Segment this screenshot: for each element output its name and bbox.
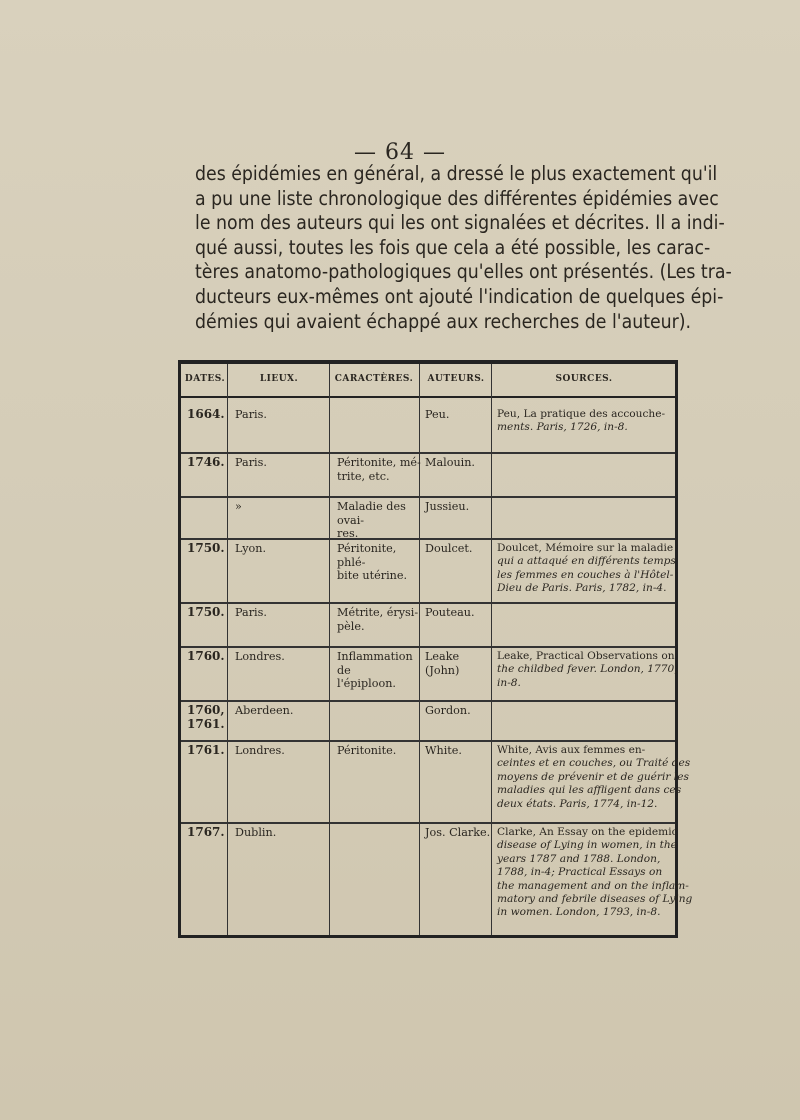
cell-caracteres bbox=[337, 500, 421, 541]
row-rule bbox=[181, 496, 675, 498]
cell-source-line: years 1787 and 1788. London, bbox=[497, 852, 661, 865]
cell-source-line: the childbed fever. London, 1770, bbox=[497, 663, 678, 676]
header-lieux: LIEUX. bbox=[259, 374, 299, 384]
column-divider bbox=[227, 364, 228, 935]
column-divider bbox=[329, 364, 330, 935]
cell-date bbox=[187, 826, 227, 840]
cell-date bbox=[187, 542, 227, 556]
row-rule bbox=[181, 822, 675, 824]
cell-lieu bbox=[235, 650, 325, 664]
cell-source-line: in-8. bbox=[497, 676, 521, 689]
cell-caracteres-line: bite utérine. bbox=[337, 569, 408, 583]
cell-date-line: 1761. bbox=[187, 716, 225, 731]
cell-source-line: 1788, in-4; Practical Essays on bbox=[497, 866, 663, 879]
cell-source-line: ments. Paris, 1726, in-8. bbox=[497, 421, 628, 434]
cell-caracteres-line: Péritonite, phlé- bbox=[337, 542, 397, 569]
cell-date-line: 1761. bbox=[187, 743, 225, 757]
cell-source-line: Peu, La pratique des accouche- bbox=[497, 408, 666, 420]
intro-line: a pu une liste chronologique des différentes épidémies avec bbox=[195, 186, 719, 210]
cell-source bbox=[497, 542, 675, 596]
cell-date-line: 1767. bbox=[187, 825, 225, 839]
cell-auteur bbox=[425, 744, 493, 758]
cell-source-line: Dieu de Paris. Paris, 1782, in-4. bbox=[497, 582, 667, 595]
cell-auteur bbox=[425, 650, 493, 677]
cell-lieu-line: Paris. bbox=[235, 408, 267, 421]
cell-source bbox=[497, 408, 675, 435]
row-rule bbox=[181, 452, 675, 454]
cell-source-line: qui a attaqué en différents temps bbox=[497, 555, 676, 568]
cell-date-line: 1664. bbox=[187, 407, 225, 421]
cell-auteur-line: Gordon. bbox=[425, 704, 471, 717]
cell-source bbox=[497, 744, 691, 811]
cell-source-line: in women. London, 1793, in-8. bbox=[497, 906, 661, 919]
cell-source-line: Clarke, An Essay on the epidemic bbox=[497, 826, 678, 838]
cell-source bbox=[497, 826, 693, 920]
epidemic-table bbox=[178, 360, 693, 938]
cell-auteur-line: Jos. Clarke. bbox=[425, 826, 491, 839]
cell-lieu bbox=[235, 456, 325, 470]
cell-auteur-line: Leake (John) bbox=[425, 650, 460, 677]
cell-date-line: 1750. bbox=[187, 541, 225, 555]
intro-line: des épidémies en général, a dressé le plus exactement qu'il bbox=[195, 162, 718, 185]
header-sources: SOURCES. bbox=[555, 374, 613, 384]
cell-auteur bbox=[425, 456, 493, 470]
cell-caracteres-line: Inflammation de bbox=[337, 650, 413, 677]
cell-caracteres bbox=[337, 744, 421, 758]
cell-caracteres bbox=[337, 456, 421, 483]
cell-lieu-line: Londres. bbox=[235, 744, 285, 757]
cell-date bbox=[187, 704, 227, 731]
cell-caracteres-line: Péritonite, mé- bbox=[337, 456, 421, 469]
cell-auteur-line: Jussieu. bbox=[425, 500, 470, 513]
cell-caracteres bbox=[337, 542, 421, 583]
cell-lieu-line: Aberdeen. bbox=[235, 704, 294, 717]
header-dates: DATES. bbox=[184, 374, 226, 384]
cell-lieu-line: Dublin. bbox=[235, 826, 277, 839]
cell-source-line: les femmes en couches à l'Hôtel- bbox=[497, 568, 674, 581]
cell-auteur-line: Malouin. bbox=[425, 456, 475, 469]
cell-source-line: White, Avis aux femmes en- bbox=[497, 744, 646, 756]
cell-auteur-line: White. bbox=[425, 744, 462, 757]
cell-auteur bbox=[425, 826, 493, 840]
cell-source-line: Leake, Practical Observations on bbox=[497, 650, 675, 662]
row-rule bbox=[181, 740, 675, 742]
cell-caracteres-line: Péritonite. bbox=[337, 744, 397, 757]
row-rule bbox=[181, 602, 675, 604]
cell-date bbox=[187, 456, 227, 470]
cell-source-line: Doulcet, Mémoire sur la maladie bbox=[497, 542, 674, 554]
cell-lieu-line: Londres. bbox=[235, 650, 285, 663]
cell-source-line: moyens de prévenir et de guérir les bbox=[497, 770, 689, 783]
cell-date bbox=[187, 408, 227, 422]
cell-date-line: 1760. bbox=[187, 649, 225, 663]
cell-source-line: matory and febrile diseases of Lying bbox=[497, 893, 693, 906]
cell-date bbox=[187, 744, 227, 758]
row-rule bbox=[181, 700, 675, 702]
cell-lieu bbox=[235, 542, 325, 556]
header-auteurs: AUTEURS. bbox=[427, 374, 485, 384]
cell-date bbox=[187, 606, 227, 620]
row-rule bbox=[181, 646, 675, 648]
cell-lieu bbox=[235, 408, 325, 422]
cell-caracteres-line: res. bbox=[337, 527, 359, 541]
cell-caracteres-line: l'épiploon. bbox=[337, 677, 396, 691]
cell-auteur bbox=[425, 704, 493, 718]
intro-line: démies qui avaient échappé aux recherches de l'auteur). bbox=[195, 309, 692, 333]
cell-auteur bbox=[425, 542, 493, 556]
cell-source-line: the management and on the inflam- bbox=[497, 879, 689, 892]
cell-auteur bbox=[425, 606, 493, 620]
cell-auteur-line: Pouteau. bbox=[425, 606, 475, 619]
cell-lieu-line: Lyon. bbox=[235, 542, 267, 555]
intro-paragraph bbox=[195, 162, 732, 334]
cell-lieu-line: » bbox=[235, 500, 242, 513]
intro-line: ducteurs eux-mêmes ont ajouté l'indication de quelques épi- bbox=[195, 284, 724, 308]
cell-date-line: 1760, bbox=[187, 703, 225, 717]
cell-lieu-line: Paris. bbox=[235, 606, 267, 619]
cell-auteur bbox=[425, 500, 493, 514]
cell-date-line: 1746. bbox=[187, 455, 225, 469]
cell-source-line: deux états. Paris, 1774, in-12. bbox=[497, 797, 658, 810]
cell-source-line: maladies qui les affligent dans ces bbox=[497, 784, 682, 797]
cell-auteur-line: Peu. bbox=[425, 408, 450, 421]
cell-source-line: ceintes et en couches, ou Traité des bbox=[497, 757, 691, 770]
intro-line: tères anatomo-pathologiques qu'elles ont présentés. (Les tra- bbox=[195, 260, 732, 284]
header-caracteres: CARACTÈRES. bbox=[334, 374, 414, 384]
cell-caracteres bbox=[337, 606, 421, 633]
intro-line: qué aussi, toutes les fois que cela a été possible, les carac- bbox=[195, 235, 711, 259]
cell-auteur bbox=[425, 408, 493, 422]
cell-date-line: 1750. bbox=[187, 605, 225, 619]
cell-lieu bbox=[235, 606, 325, 620]
row-rule bbox=[181, 538, 675, 540]
cell-caracteres-line: trite, etc. bbox=[337, 469, 390, 483]
cell-caracteres-line: Maladie des ovai- bbox=[337, 500, 406, 527]
cell-source bbox=[497, 650, 678, 690]
cell-caracteres bbox=[337, 650, 421, 691]
intro-line: le nom des auteurs qui les ont signalées et décrites. Il a indi- bbox=[195, 211, 725, 235]
cell-auteur-line: Doulcet. bbox=[425, 542, 473, 555]
cell-lieu bbox=[235, 744, 325, 758]
cell-lieu bbox=[235, 500, 325, 514]
cell-lieu-line: Paris. bbox=[235, 456, 267, 469]
cell-lieu bbox=[235, 826, 325, 840]
page-number: — 64 — bbox=[354, 140, 446, 165]
cell-date bbox=[187, 650, 227, 664]
cell-caracteres-line: Métrite, érysi- bbox=[337, 606, 419, 619]
header-rule bbox=[181, 396, 675, 398]
cell-source-line: disease of Lying in women, in the bbox=[497, 839, 677, 852]
cell-lieu bbox=[235, 704, 325, 718]
cell-caracteres-line: pèle. bbox=[337, 619, 365, 633]
